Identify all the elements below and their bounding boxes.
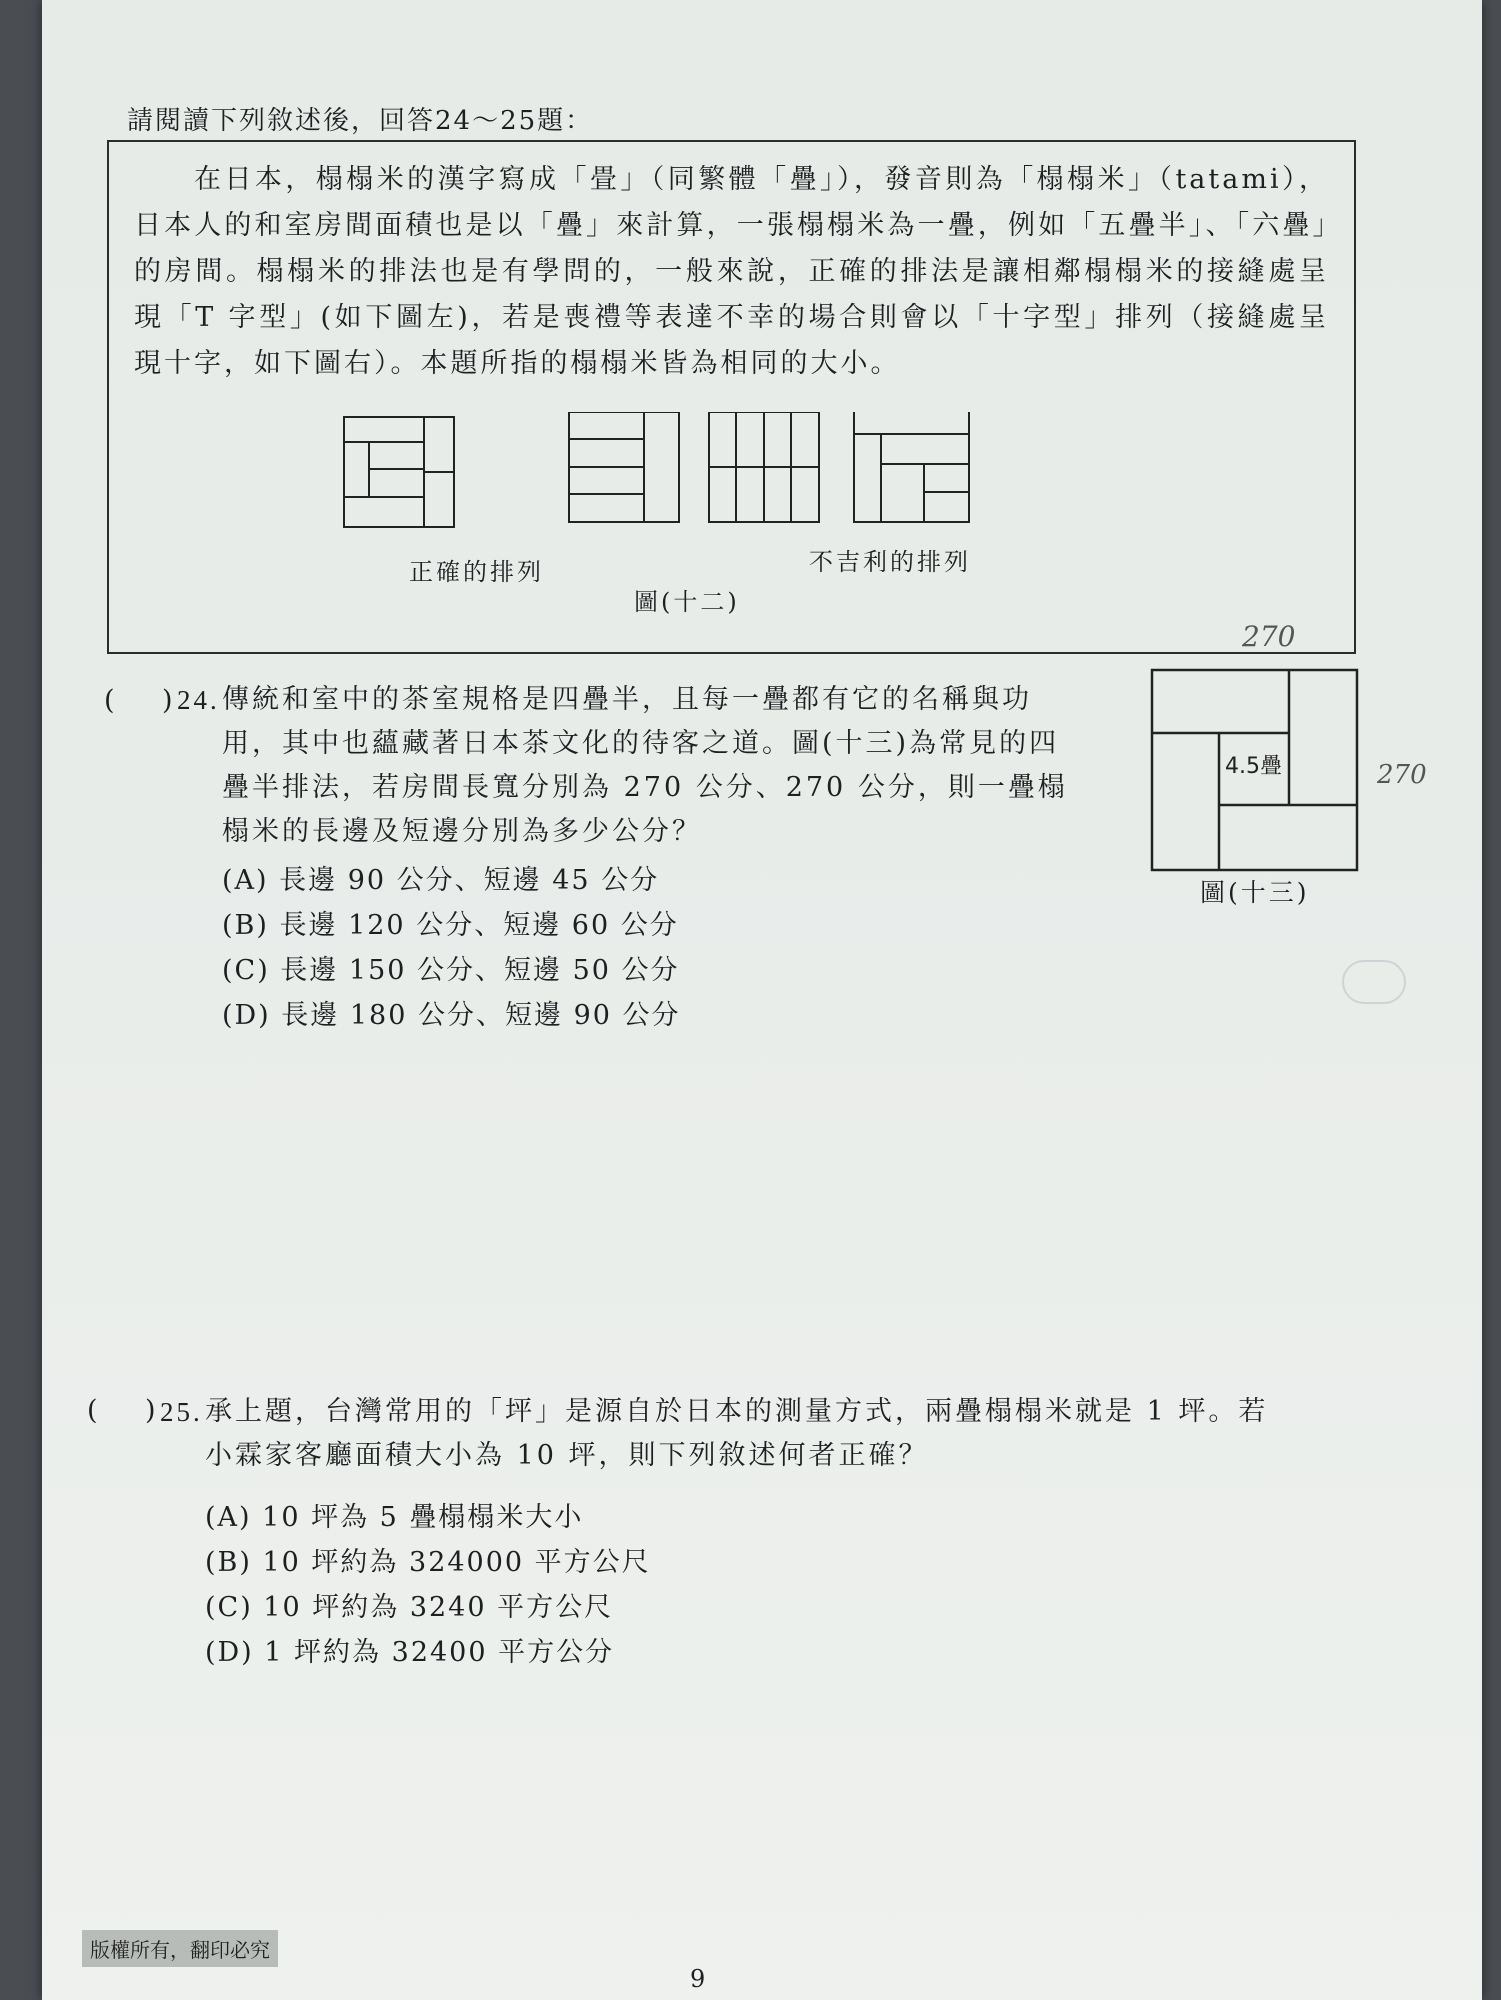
q24-stem-line: 榻米的長邊及短邊分別為多少公分？ <box>222 816 702 847</box>
figure-12-tatami-layouts <box>339 412 1059 552</box>
q25-number: 25. <box>160 1397 203 1427</box>
q24-option-d[interactable]: (D) 長邊 180 公分、短邊 90 公分 <box>222 1000 681 1031</box>
q24-stem <box>222 678 1132 854</box>
figure-12-caption: 圖(十二) <box>634 588 740 616</box>
q24-stem-line: 疊半排法，若房間長寬分別為 270 公分、270 公分，則一疊榻 <box>222 772 1068 803</box>
q24-answer-paren-open[interactable]: ( <box>104 685 115 716</box>
unlucky-layout-label: 不吉利的排列 <box>809 548 971 576</box>
q24-stem-line: 用，其中也蘊藏著日本茶文化的待客之道。圖(十三)為常見的四 <box>222 728 1060 759</box>
exam-page <box>42 0 1482 2000</box>
correct-layout-diagram <box>344 417 454 527</box>
figure-13-four-and-half-mat <box>1147 665 1367 875</box>
q24-option-a[interactable]: (A) 長邊 90 公分、短邊 45 公分 <box>222 865 660 896</box>
q24-number: 24. <box>177 685 220 715</box>
copyright-notice: 版權所有，翻印必究 <box>82 1930 278 1967</box>
q25-stem-line: 小霖家客廳面積大小為 10 坪，則下列敘述何者正確？ <box>205 1440 929 1471</box>
show-through-mark <box>1342 960 1406 1004</box>
passage-text <box>134 157 1329 387</box>
q24-option-b[interactable]: (B) 長邊 120 公分、短邊 60 公分 <box>222 910 679 941</box>
q25-stem <box>205 1390 1425 1478</box>
unlucky-layout-diagram-2 <box>709 412 819 522</box>
q24-answer-paren-close: ) <box>162 685 173 716</box>
reading-passage-box <box>107 140 1356 654</box>
q25-stem-line: 承上題，台灣常用的「坪」是源自於日本的測量方式，兩疊榻榻米就是 1 坪。若 <box>205 1396 1269 1427</box>
q25-option-b[interactable]: (B) 10 坪約為 324000 平方公尺 <box>205 1547 651 1578</box>
q25-option-a[interactable]: (A) 10 坪為 5 疊榻榻米大小 <box>205 1502 584 1533</box>
q25-option-d[interactable]: (D) 1 坪約為 32400 平方公分 <box>205 1637 615 1668</box>
unlucky-layout-diagram-1 <box>569 412 679 522</box>
figure-13-center-label: 4.5疊 <box>1225 754 1282 779</box>
q25-answer-paren-open[interactable]: ( <box>87 1395 98 1426</box>
reading-instruction: 請閱讀下列敘述後，回答24～25題： <box>127 106 594 136</box>
handwritten-annotation-right: 270 <box>1377 760 1427 790</box>
q24-stem-line: 傳統和室中的茶室規格是四疊半，且每一疊都有它的名稱與功 <box>222 684 1032 715</box>
correct-layout-label: 正確的排列 <box>409 558 544 586</box>
q24-option-c[interactable]: (C) 長邊 150 公分、短邊 50 公分 <box>222 955 680 986</box>
unlucky-layout-diagram-3 <box>854 412 969 522</box>
passage-paragraph: 在日本，榻榻米的漢字寫成「畳」（同繁體「疊」），發音則為「榻榻米」（tatami），日本人的和室房間面積也是以「疊」來計算，一張榻榻米為一疊，例如「五疊半」、「六疊」的房間。榻榻米的排法也是有學問的，一般來說，正確的排法是讓相鄰榻榻米的接縫處呈現「T 字型」(如下圖左)，若是喪禮等表達不幸的場合則會以「十字型」排列（接縫處呈現十字，如下圖右）。本題所指的榻榻米皆為相同的大小。 <box>134 164 1329 379</box>
handwritten-annotation-top: 270 <box>1242 620 1296 653</box>
q25-answer-paren-close: ) <box>145 1395 156 1426</box>
q25-option-c[interactable]: (C) 10 坪約為 3240 平方公尺 <box>205 1592 614 1623</box>
page-number: 9 <box>690 1965 706 1993</box>
figure-13-caption: 圖(十三) <box>1200 878 1310 907</box>
